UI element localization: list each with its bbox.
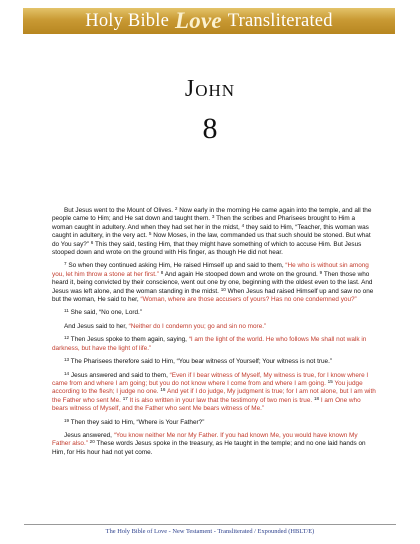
banner-title-left: Holy Bible (85, 10, 170, 31)
paragraph (52, 372, 376, 414)
paragraph (52, 419, 376, 427)
words-of-jesus: “Neither do I condemn you; go and sin no more.” (128, 322, 267, 330)
verse (52, 336, 366, 351)
verse-text: Then the scribes and Pharisees brought to Him a woman caught in adultery. And when they had set her in the midst, (52, 215, 356, 231)
verse (64, 207, 173, 214)
chapter-number: 8 (202, 112, 218, 145)
paragraph (52, 432, 376, 457)
words-of-jesus: “He who is without sin among you, let him throw a stone at her first.” (52, 262, 369, 278)
words-of-jesus: “I am the light of the world. He who follows Me shall not walk in darkness, but have the light of life.” (52, 336, 367, 352)
words-of-jesus: It is also written in your law that the testimony of two men is true. (129, 396, 313, 404)
verse-text: When Jesus had raised Himself up and saw no one but the woman, He said to her, (52, 287, 374, 304)
footer-citation: The Holy Bible of Love - New Testament - Transliterated / Expounded (HBLT/E) (105, 528, 315, 535)
verse-text: Then they said to Him, “Where is Your Father?” (70, 418, 205, 426)
words-of-jesus: I am One who bears witness of Myself, and the Father who sent Me bears witness of Me.” (52, 396, 361, 413)
words-of-jesus: And yet if I do judge, My judgment is true; for I am not alone, but I am with the Father who sent Me. (52, 388, 376, 404)
verse (123, 397, 312, 404)
verse-text: And Jesus said to her, (64, 322, 127, 330)
paragraph (52, 262, 376, 304)
verse-text: Jesus answered and said to them, (70, 371, 168, 379)
verse (52, 241, 361, 256)
chapter-text (52, 207, 376, 462)
words-of-jesus: “Woman, where are those accusers of yours? Has no one condemned you?” (140, 296, 357, 304)
verse-number: 5 (148, 231, 152, 237)
verse-text: But Jesus went to the Mount of Olives. (64, 207, 174, 214)
verse-number: 9 (319, 269, 323, 275)
verse-number: 18 (313, 395, 320, 401)
verse-number: 6 (90, 239, 94, 245)
verse-number: 2 (174, 206, 178, 211)
verse (64, 358, 332, 365)
verse (52, 372, 368, 387)
verse-number: 4 (241, 222, 245, 228)
verse-text: The Pharisees therefore said to Him, “You bear witness of Yourself; Your witness is not true.” (70, 358, 333, 366)
paragraph (52, 323, 376, 331)
book-title: John (184, 76, 236, 102)
verse-number: 7 (64, 261, 67, 267)
banner-title-right: Transliterated (227, 10, 333, 31)
verse-text: She said, “No one, Lord.” (70, 309, 142, 317)
verse-text: This they said, testing Him, that they might have something of which to accuse Him. But Jesus stooped down and wrote on the ground with His finger, as though He did not hear. (52, 240, 362, 257)
verse-number: 11 (64, 308, 69, 314)
verse-text: So when they continued asking Him, He raised Himself up and said to them, (68, 262, 284, 270)
paragraph (52, 336, 376, 353)
verse-number: 20 (89, 439, 95, 445)
verse (64, 323, 266, 330)
words-of-jesus: “Even if I bear witness of Myself, My witness is true, for I know where I came from and where I am going; but you do not know where I come from and where I am going. (52, 371, 369, 387)
paragraph (52, 309, 376, 317)
words-of-jesus: “You know neither Me nor My Father. If you had known Me, you would have known My Father also.” (52, 431, 358, 448)
verse-number: 3 (211, 214, 215, 220)
verse-number: 16 (160, 387, 166, 393)
verse (161, 271, 318, 278)
verse-number: 10 (220, 286, 226, 292)
verse-text: Then Jesus spoke to them again, saying, (70, 336, 187, 344)
header-banner (23, 8, 395, 34)
verse-text: Now early in the morning He came again into the temple, and all the people came to Him; and He sat down and taught them. (52, 207, 372, 223)
verse-text: Now Moses, in the law, commanded us that such should be stoned. But what do You say?” (52, 232, 371, 248)
paragraph (52, 358, 376, 366)
verse (64, 419, 204, 426)
verse-text: Jesus answered, (64, 431, 112, 439)
banner-title-script: Love (175, 8, 222, 33)
paragraph (52, 207, 376, 257)
verse-number: 15 (327, 378, 333, 384)
verse-number: 8 (160, 269, 164, 275)
verse (64, 309, 142, 316)
verse-text: And again He stooped down and wrote on the ground. (164, 270, 318, 278)
verse-number: 19 (64, 417, 70, 423)
verse-number: 17 (122, 395, 128, 401)
verse-text: they said to Him, “Teacher, this woman was caught in adultery, in the very act. (52, 223, 369, 240)
verse-text: Then those who heard it, being convicted by their conscience, went out one by one, beginning with the oldest even to the last. And Jesus was left alone, and the woman standing in the midst. (52, 270, 373, 295)
verse (52, 440, 366, 455)
verse-text: These words Jesus spoke in the treasury, as He taught in the temple; and no one laid hands on Him, for His hour had not yet come. (52, 440, 366, 456)
words-of-jesus: You judge according to the flesh; I judge no one. (52, 379, 363, 396)
footer-divider (24, 524, 396, 525)
verse-number: 14 (64, 370, 70, 376)
verse-number: 12 (64, 335, 70, 341)
verse-number: 13 (64, 357, 70, 363)
